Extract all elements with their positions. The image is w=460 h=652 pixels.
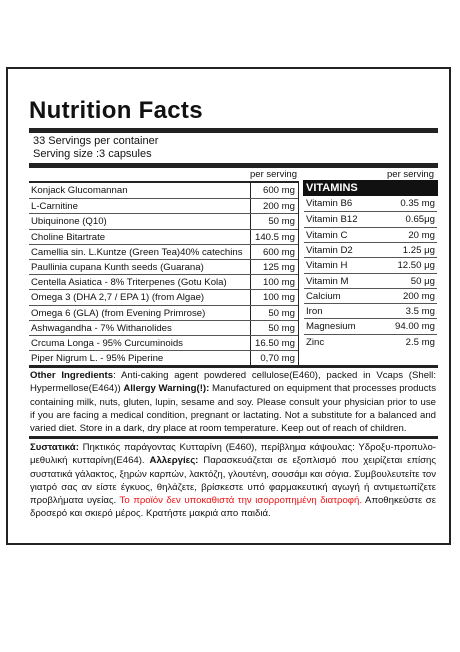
vitamin-name: Iron [306, 306, 323, 318]
vitamin-name: Vitamin H [306, 260, 348, 272]
vitamin-name: Zinc [306, 336, 325, 348]
ingredient-amount: 140.5 mg [254, 231, 295, 243]
ingredient-name: Ashwagandha - 7% Withanolides [31, 322, 172, 334]
vitamin-row [304, 211, 437, 226]
ingredient-name: Crcuma Longa - 95% Curcuminoids [31, 338, 183, 349]
vitamin-name: Vitamin D2 [306, 244, 353, 256]
vitamin-amount: 2.5 mg [405, 336, 435, 348]
ingredient-name: L-Carnitine [31, 201, 78, 213]
ingredient-name: Camellia sin. L.Kuntze (Green Tea)40% catechins [31, 246, 243, 258]
ingredient-row [29, 320, 298, 335]
vitamin-name: Magnesium [306, 321, 356, 333]
nutrition-facts-title: Nutrition Facts [29, 97, 203, 124]
ingredients-right-edge [298, 181, 299, 365]
vitamin-row [304, 318, 437, 333]
greek-diet-warning: Το προϊόν δεν υποκαθιστά την ισορροπημένη διατροφή. [116, 495, 363, 507]
vitamin-amount: 200 mg [403, 290, 435, 302]
vitamin-row [304, 242, 437, 257]
greek-ingredients-label: Συστατικά: [30, 442, 79, 453]
per-serving-label-left: per serving [250, 169, 297, 180]
greek-storage-text: Αποθηκεύστε σε δροσερό και σκιερό μέρος. Κρατήστε μακριά απο παιδιά. [30, 495, 436, 520]
vitamin-row [304, 288, 437, 303]
ingredient-row [29, 335, 298, 350]
ingredient-row [29, 198, 298, 213]
vitamin-row [304, 273, 437, 288]
ingredient-name: Paullinia cupana Kunth seeds (Guarana) [31, 262, 204, 273]
ingredient-amount: 600 mg [263, 246, 295, 258]
vitamin-name: Calcium [306, 290, 341, 302]
allergy-warning-label: Allergy Warning(!): [123, 383, 210, 395]
vitamin-amount: 1.25 μg [402, 244, 435, 256]
vitamin-amount: 3.5 mg [405, 306, 435, 318]
ingredient-row [29, 289, 298, 304]
ingredient-amount: 16.50 mg [254, 338, 295, 349]
vitamin-amount: 12.50 μg [397, 260, 435, 272]
ingredient-amount: 200 mg [263, 201, 295, 213]
ingredient-name: Konjack Glucomannan [31, 185, 128, 196]
ingredient-amount: 100 mg [263, 277, 295, 289]
ingredient-row [29, 229, 298, 244]
ingredient-name: Ubiquinone (Q10) [31, 216, 107, 228]
ingredient-row [29, 274, 298, 289]
ingredient-name: Omega 3 (DHA 2,7 / EPA 1) (from Algae) [31, 292, 205, 304]
servings-per-container: 33 Servings per container [33, 135, 159, 147]
ingredient-row [29, 305, 298, 320]
vitamins-header: VITAMINS [303, 180, 438, 196]
vitamin-name: Vitamin B6 [306, 198, 353, 209]
greek-ingredients-text-1: Πηκτικός παράγοντας Κυτταρίνη (E460), περίβλημα κάψουλας: Υδροξυ-προπυλο-μεθυλική κυτταρίνη(E464). [30, 442, 436, 467]
vitamin-amount: 94.00 mg [394, 321, 435, 333]
ingredient-name: Centella Asiatica - 8% Triterpenes (Gotu Kola) [31, 277, 227, 289]
language-divider-rule [29, 436, 438, 439]
vitamin-amount: 20 mg [408, 229, 435, 241]
ingredient-amount: 50 mg [268, 322, 295, 334]
vitamin-amount: 0.35 mg [400, 198, 435, 209]
ingredient-row [29, 213, 298, 228]
vitamin-row [304, 227, 437, 242]
ingredient-amount: 0,70 mg [260, 353, 295, 365]
vitamin-row [304, 257, 437, 272]
ingredient-row [29, 350, 298, 365]
title-rule [29, 128, 438, 133]
ingredient-amount: 600 mg [263, 185, 295, 196]
ingredient-amount: 100 mg [263, 292, 295, 304]
ingredient-name: Piper Nigrum L. - 95% Piperine [31, 353, 164, 365]
other-ingredients-label: Other Ingredients [30, 370, 114, 381]
greek-ingredients-text [30, 441, 436, 521]
ingredient-row [29, 259, 298, 274]
vitamin-row [304, 334, 437, 349]
vitamin-name: Vitamin B12 [306, 214, 358, 226]
vitamin-name: Vitamin C [306, 229, 348, 241]
allergy-warning-text: Manufactured on equipment that processes products containing milk, nuts, gluten, lupin, sesame and soy. Please consult your physician prior to use if you are facing a medical condition, pregnant or lactating. Not a substitute for a balanced and varied diet. Store in a dark, dry place at room temperature. Keep out of reach of children. [30, 383, 436, 435]
greek-allergy-label: Αλλεργίες: [149, 455, 199, 467]
per-serving-label-right: per serving [387, 169, 434, 180]
vitamin-amount: 50 μg [410, 275, 435, 287]
facts-bottom-rule [29, 365, 438, 368]
vitamin-name: Vitamin M [306, 275, 349, 287]
english-ingredients-text [30, 369, 436, 435]
ingredient-amount: 50 mg [268, 216, 295, 228]
ingredient-name: Omega 6 (GLA) (from Evening Primrose) [31, 307, 206, 319]
serving-rule [29, 163, 438, 168]
vitamin-row [304, 196, 437, 211]
vitamin-amount: 0.65μg [405, 214, 435, 226]
ingredient-row [29, 244, 298, 259]
ingredient-name: Choline Bitartrate [31, 231, 106, 243]
serving-size: Serving size :3 capsules [33, 148, 152, 160]
vitamin-row [304, 303, 437, 318]
greek-allergy-text: Παρασκευάζεται σε εξοπλισμό που χειρίζεται επίσης συστατικά γάλακτος, ξηρών καρπών, λακτόζη, γλουτένη, σουσάμι και σόγια. Συμβουλευτείτε τον γιατρό σας αν είστε έγκυος, θηλάζετε, βρίσκεστε υπό φαρμακευτική αγωγή ή αντιμετωπίζετε προβλήματα υγείας. [30, 455, 436, 507]
ingredient-row [29, 183, 298, 198]
ingredient-amount: 50 mg [268, 307, 295, 319]
ingredient-amount: 125 mg [263, 262, 295, 273]
other-ingredients-text: : Anti-caking agent powdered cellulose(E460), packed in Vcaps (Shell: Hypermellose(E464)) [30, 370, 436, 395]
